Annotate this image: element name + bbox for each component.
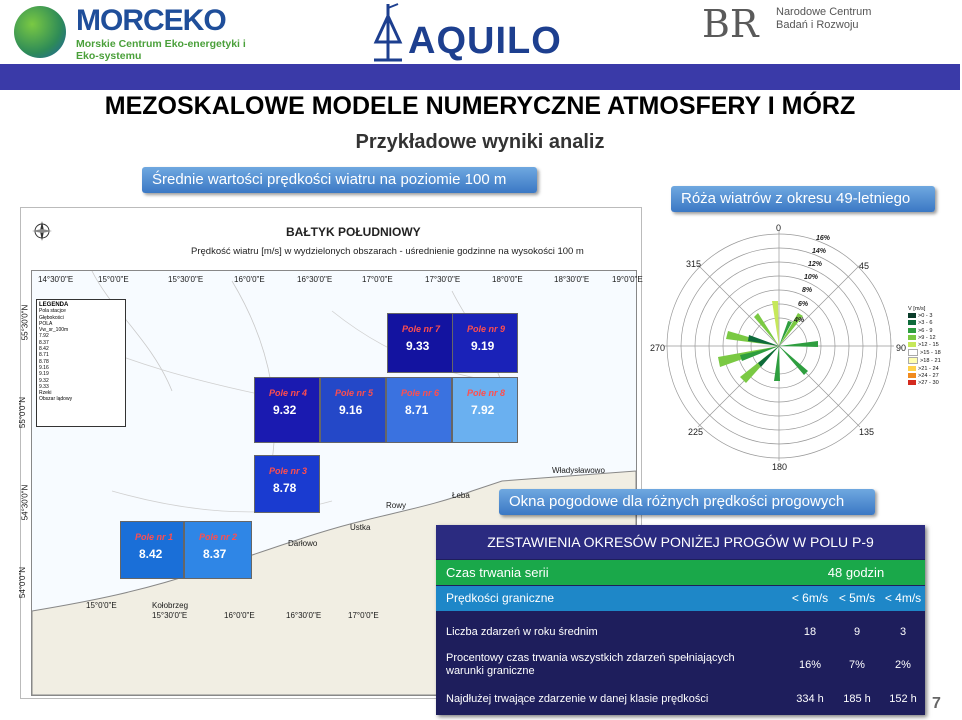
ncbr-name: Narodowe Centrum Badań i Rozwoju	[776, 6, 872, 31]
coord-left-0: 55°30'0"N	[20, 304, 30, 341]
field-value: 9.33	[406, 339, 430, 353]
rose-legend-item: >9 - 12	[908, 335, 962, 342]
legend-item: 7.92	[39, 333, 49, 340]
table-row	[436, 687, 925, 711]
row-value: 334 h	[796, 693, 824, 705]
town-label: Łeba	[452, 491, 470, 500]
rose-dir-90: 90	[896, 343, 907, 353]
legend-item: 8.71	[39, 352, 49, 359]
field-name: Pole nr 3	[269, 466, 308, 476]
limit-speed-value: < 5m/s	[838, 591, 876, 605]
rose-legend-item: >21 - 24	[908, 366, 962, 373]
page-number: 7	[932, 695, 941, 712]
weather-windows-banner: Okna pogodowe dla różnych prędkości progowych	[499, 489, 875, 515]
coord-top-1: 15°0'0"E	[98, 275, 129, 284]
row-value: 2%	[895, 659, 911, 671]
town-label: Rowy	[386, 501, 407, 510]
rose-legend-item: >6 - 9	[908, 328, 962, 335]
row-value: 3	[899, 626, 907, 638]
legend-item: 8.42	[39, 346, 49, 353]
rose-dir-0: 0	[776, 223, 782, 233]
coord-top-4: 16°30'0"E	[297, 275, 333, 284]
rose-ring-label: 10%	[804, 274, 819, 281]
field-cell-6	[386, 377, 452, 443]
rose-ring-label: 12%	[808, 261, 823, 268]
town-label: Ustka	[350, 523, 371, 532]
aquilo-emblem-icon	[370, 2, 406, 64]
town-label: Kołobrzeg	[152, 601, 189, 610]
map-header	[21, 208, 641, 270]
rose-legend-item: >24 - 27	[908, 373, 962, 380]
field-name: Pole nr 2	[199, 532, 238, 542]
field-value: 8.42	[139, 547, 163, 561]
legend-item: 9.16	[39, 364, 49, 371]
rose-legend-item: >18 - 21	[908, 357, 962, 365]
row-label: Liczba zdarzeń w roku średnim	[446, 626, 598, 638]
limit-speed-value: < 6m/s	[791, 591, 829, 605]
table-row	[436, 649, 925, 683]
field-name: Pole nr 8	[467, 388, 506, 398]
coord-top-8: 18°30'0"E	[554, 275, 590, 284]
morceko-subtitle: Morskie Centrum Eko-energetyki i Eko-systemu	[76, 38, 246, 62]
rose-ring-label: 8%	[802, 287, 813, 294]
field-name: Pole nr 9	[467, 324, 506, 334]
field-cell-7	[387, 313, 453, 373]
coord-top-9: 19°0'0"E	[612, 275, 643, 284]
coord-top-0: 14°30'0"E	[38, 275, 74, 284]
coord-bottom-4: 17°0'0"E	[348, 611, 379, 620]
series-duration-label: Czas trwania serii	[446, 565, 549, 580]
avg-speed-banner: Średnie wartości prędkości wiatru na poziomie 100 m	[142, 167, 537, 193]
table-header: ZESTAWIENIA OKRESÓW PONIŻEJ PROGÓW W POLU P-9	[436, 525, 925, 559]
town-label: Darłowo	[288, 539, 318, 548]
field-cell-8	[452, 377, 518, 443]
row-value: 16%	[798, 659, 822, 671]
field-value: 9.16	[339, 403, 363, 417]
rose-legend-item: >12 - 15	[908, 342, 962, 349]
coord-top-7: 18°0'0"E	[492, 275, 523, 284]
field-cell-9	[452, 313, 518, 373]
rose-legend-item: >0 - 3	[908, 313, 962, 320]
coord-bottom-1: 15°30'0"E	[152, 611, 188, 620]
field-value: 8.71	[405, 403, 429, 417]
series-duration-value: 48 godzin	[827, 565, 885, 580]
north-arrow-icon	[31, 220, 51, 240]
legend-title: LEGENDA	[39, 302, 69, 308]
rose-dir-315: 315	[686, 259, 702, 269]
row-value: 9	[853, 626, 861, 638]
rose-dir-270: 270	[650, 343, 666, 353]
legend-item: Pola stacjce	[39, 308, 66, 315]
legend-item: Głębokości	[39, 314, 64, 321]
row-value: 7%	[849, 659, 865, 671]
map-legend	[36, 299, 126, 427]
coord-bottom-2: 16°0'0"E	[224, 611, 255, 620]
field-cell-4	[254, 377, 320, 443]
thresholds-table	[436, 525, 925, 715]
row-value: 152 h	[889, 693, 917, 705]
series-duration-row	[436, 560, 925, 585]
legend-item: Rzeki	[39, 390, 52, 397]
field-name: Pole nr 6	[401, 388, 440, 398]
town-label: Władysławowo	[552, 466, 605, 475]
field-cell-3	[254, 455, 320, 513]
field-value: 8.78	[273, 481, 297, 495]
field-cell-2	[184, 521, 252, 579]
ncbr-mark: BR	[702, 2, 759, 46]
coord-top-2: 15°30'0"E	[168, 275, 204, 284]
map-title: BAŁTYK POŁUDNIOWY	[286, 225, 421, 239]
aquilo-logo	[368, 2, 562, 64]
coord-bottom-0: 15°0'0"E	[86, 601, 117, 610]
coord-left-1: 55°0'0"N	[18, 396, 28, 429]
legend-item: 9.19	[39, 371, 49, 378]
rose-ring-label: 6%	[798, 301, 809, 308]
limit-speeds-row	[436, 586, 925, 611]
rose-legend-item: >3 - 6	[908, 320, 962, 327]
coord-left-3: 54°0'0"N	[18, 566, 28, 599]
rose-ring-label: 16%	[816, 235, 831, 242]
row-label: Procentowy czas trwania wszystkich zdarzeń spełniających warunki graniczne	[446, 652, 735, 677]
morceko-name: MORCEKO	[76, 4, 226, 37]
field-name: Pole nr 4	[269, 388, 308, 398]
header-bar	[0, 64, 960, 90]
legend-item: POLA	[39, 320, 53, 327]
rose-ring-label: 14%	[812, 248, 827, 255]
field-name: Pole nr 5	[335, 388, 374, 398]
morceko-emblem-icon	[14, 6, 66, 58]
row-label: Najdłużej trwające zdarzenie w danej klasie prędkości	[446, 693, 709, 705]
wind-rose-chart	[648, 221, 950, 483]
field-value: 9.32	[273, 403, 297, 417]
rose-dir-180: 180	[772, 462, 788, 472]
row-value: 18	[803, 626, 817, 638]
map-description: Prędkość wiatru [m/s] w wydzielonych obszarach - uśrednienie godzinne na wysokości 100 m	[191, 246, 584, 257]
field-value: 9.19	[471, 339, 495, 353]
row-value: 185 h	[843, 693, 871, 705]
legend-item: 8.37	[39, 339, 49, 346]
rose-dir-45: 45	[859, 261, 870, 271]
coord-bottom-3: 16°30'0"E	[286, 611, 322, 620]
legend-item: Vw_sr_100m	[39, 327, 69, 334]
rose-legend	[908, 306, 962, 404]
field-value: 8.37	[203, 547, 227, 561]
rose-dir-135: 135	[859, 427, 875, 437]
field-cell-1	[120, 521, 184, 579]
legend-item: 9.32	[39, 377, 49, 384]
rose-legend-item: >15 - 18	[908, 349, 962, 357]
wind-rose-banner: Róża wiatrów z okresu 49-letniego	[671, 186, 935, 212]
legend-item: 8.78	[39, 358, 49, 365]
coord-top-6: 17°30'0"E	[425, 275, 461, 284]
rose-dir-225: 225	[688, 427, 704, 437]
ncbr-logo	[700, 2, 900, 60]
rose-legend-item: >27 - 30	[908, 380, 962, 387]
limit-speed-value: < 4m/s	[884, 591, 922, 605]
page-subtitle: Przykładowe wyniki analiz	[355, 131, 605, 153]
legend-item: Obszar lądowy	[39, 396, 73, 403]
coord-top-5: 17°0'0"E	[362, 275, 393, 284]
field-name: Pole nr 1	[135, 532, 174, 542]
page-title: MEZOSKALOWE MODELE NUMERYCZNE ATMOSFERY I MÓRZ	[104, 92, 856, 120]
rose-ring-label: 4%	[794, 317, 805, 324]
aquilo-name: AQUILO	[408, 20, 562, 62]
morceko-logo	[14, 4, 246, 62]
table-row	[436, 621, 925, 643]
field-name: Pole nr 7	[402, 324, 441, 334]
rose-legend-title: V [m/s]	[908, 306, 926, 312]
coord-left-2: 54°30'0"N	[20, 484, 30, 521]
field-cell-5	[320, 377, 386, 443]
coord-top-3: 16°0'0"E	[234, 275, 265, 284]
field-value: 7.92	[471, 403, 495, 417]
limit-speeds-label: Prędkości graniczne	[446, 591, 555, 605]
legend-item: 9.33	[39, 383, 49, 390]
